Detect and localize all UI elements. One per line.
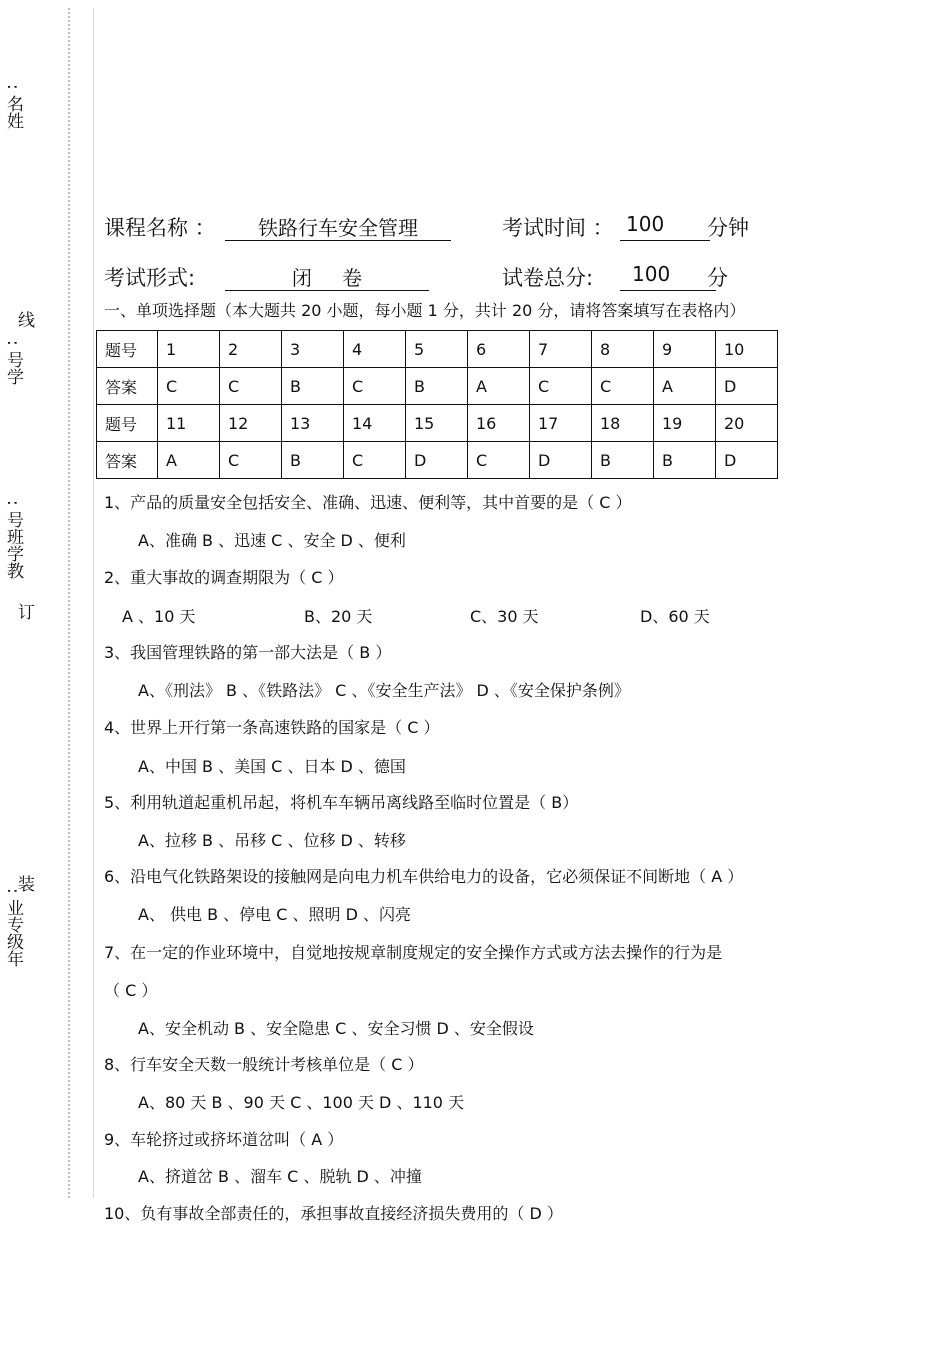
answer-cell: B xyxy=(282,368,344,405)
answer-cell: 12 xyxy=(220,405,282,442)
answer-cell: D xyxy=(530,442,592,479)
cut-word-bind: 订 xyxy=(18,603,35,623)
question-text: 5、利用轨道起重机吊起，将机车车辆吊离线路至临时位置是（ B） xyxy=(104,793,579,812)
question-options: A、《刑法》 B 、《铁路法》 C 、《安全生产法》 D 、《安全保护条例》 xyxy=(138,681,630,700)
name-label-text: : 名姓 xyxy=(3,84,23,130)
answer-cell: C xyxy=(220,442,282,479)
answer-cell: C xyxy=(158,368,220,405)
class-label xyxy=(4,500,24,579)
answer-cell: C xyxy=(592,368,654,405)
answer-cell: 20 xyxy=(716,405,778,442)
answer-table xyxy=(96,330,778,479)
question-options: A、拉移 B 、吊移 C 、位移 D 、转移 xyxy=(138,831,406,850)
major-label-text: : 业专级年 xyxy=(3,888,23,968)
answer-cell: 17 xyxy=(530,405,592,442)
cut-word-assemble: 装 xyxy=(18,875,35,895)
answer-cell: 3 xyxy=(282,331,344,368)
answer-cell: 9 xyxy=(654,331,716,368)
answer-cell: B xyxy=(282,442,344,479)
answer-cell: 14 xyxy=(344,405,406,442)
answer-cell: B xyxy=(654,442,716,479)
form-value: 闭 卷 xyxy=(225,262,429,291)
question-options: A、 供电 B 、停电 C 、照明 D 、闪亮 xyxy=(138,905,412,924)
question-text: 2、重大事故的调查期限为（ C ） xyxy=(104,568,344,587)
question-options: A、安全机动 B 、安全隐患 C 、安全习惯 D 、安全假设 xyxy=(138,1019,534,1038)
answer-cell: 18 xyxy=(592,405,654,442)
question-options: A 、10 天 xyxy=(122,607,196,626)
answer-cell: B xyxy=(406,368,468,405)
cut-word-line: 线 xyxy=(18,311,35,331)
question-options: A、挤道岔 B 、溜车 C 、脱轨 D 、冲撞 xyxy=(138,1167,422,1186)
question-options: D、60 天 xyxy=(640,607,710,626)
answer-cell: 16 xyxy=(468,405,530,442)
answer-cell: C xyxy=(468,442,530,479)
binding-dotted-line xyxy=(68,8,70,1198)
question-text: 3、我国管理铁路的第一部大法是（ B ） xyxy=(104,643,392,662)
answer-cell: A xyxy=(468,368,530,405)
answer-table-row xyxy=(97,331,778,368)
row-header-cell: 题号 xyxy=(97,405,158,442)
answer-cell: 19 xyxy=(654,405,716,442)
answer-table-row xyxy=(97,405,778,442)
time-value: 100 xyxy=(620,212,710,241)
answer-table-row xyxy=(97,442,778,479)
binding-solid-line xyxy=(93,8,94,1198)
question-text: 10、负有事故全部责任的，承担事故直接经济损失费用的（ D ） xyxy=(104,1204,563,1223)
score-value: 100 xyxy=(620,262,716,291)
answer-cell: D xyxy=(716,368,778,405)
course-value: 铁路行车安全管理 xyxy=(225,212,451,241)
answer-table-row xyxy=(97,368,778,405)
answer-cell: A xyxy=(158,442,220,479)
answer-cell: D xyxy=(716,442,778,479)
answer-cell: 7 xyxy=(530,331,592,368)
row-header-cell: 答案 xyxy=(97,442,158,479)
question-text: 7、在一定的作业环境中，自觉地按规章制度规定的安全操作方式或方法去操作的行为是 xyxy=(104,943,723,962)
answer-cell: 5 xyxy=(406,331,468,368)
question-continuation: （ C ） xyxy=(104,981,158,1000)
question-options: C、30 天 xyxy=(470,607,539,626)
major-label xyxy=(4,888,24,967)
answer-cell: 8 xyxy=(592,331,654,368)
answer-cell: A xyxy=(654,368,716,405)
question-options: A、80 天 B 、90 天 C 、100 天 D 、110 天 xyxy=(138,1093,465,1112)
answer-cell: 13 xyxy=(282,405,344,442)
answer-cell: D xyxy=(406,442,468,479)
answer-cell: C xyxy=(344,442,406,479)
answer-cell: C xyxy=(344,368,406,405)
row-header-cell: 答案 xyxy=(97,368,158,405)
answer-cell: 11 xyxy=(158,405,220,442)
answer-cell: 6 xyxy=(468,331,530,368)
student-id-label xyxy=(4,340,24,385)
answer-cell: 1 xyxy=(158,331,220,368)
question-text: 8、行车安全天数一般统计考核单位是（ C ） xyxy=(104,1055,424,1074)
answer-cell: B xyxy=(592,442,654,479)
answer-cell: 4 xyxy=(344,331,406,368)
answer-cell: C xyxy=(220,368,282,405)
score-label: 试卷总分: xyxy=(502,266,594,290)
answer-cell: 10 xyxy=(716,331,778,368)
class-label-text: : 号班学教 xyxy=(3,500,23,580)
question-options: A、准确 B 、迅速 C 、安全 D 、便利 xyxy=(138,531,406,550)
question-text: 9、车轮挤过或挤坏道岔叫（ A ） xyxy=(104,1130,344,1149)
answer-cell: C xyxy=(530,368,592,405)
question-options: B、20 天 xyxy=(304,607,373,626)
section-title: 一、单项选择题（本大题共 20 小题，每小题 1 分，共计 20 分，请将答案填写在表格内） xyxy=(104,301,746,320)
score-unit: 分 xyxy=(707,266,728,290)
question-text: 4、世界上开行第一条高速铁路的国家是（ C ） xyxy=(104,718,440,737)
course-label: 课程名称 ： xyxy=(104,216,216,240)
answer-cell: 2 xyxy=(220,331,282,368)
student-id-label-text: : 号学 xyxy=(3,340,23,386)
row-header-cell: 题号 xyxy=(97,331,158,368)
question-text: 1、产品的质量安全包括安全、准确、迅速、便利等，其中首要的是（ C ） xyxy=(104,493,632,512)
question-text: 6、沿电气化铁路架设的接触网是向电力机车供给电力的设备，它必须保证不间断地（ A ） xyxy=(104,867,744,886)
answer-cell: 15 xyxy=(406,405,468,442)
time-label: 考试时间 ： xyxy=(502,216,614,240)
time-unit: 分钟 xyxy=(707,216,749,240)
name-label xyxy=(4,84,24,129)
form-label: 考试形式: xyxy=(104,266,196,290)
question-options: A、中国 B 、美国 C 、日本 D 、德国 xyxy=(138,757,406,776)
